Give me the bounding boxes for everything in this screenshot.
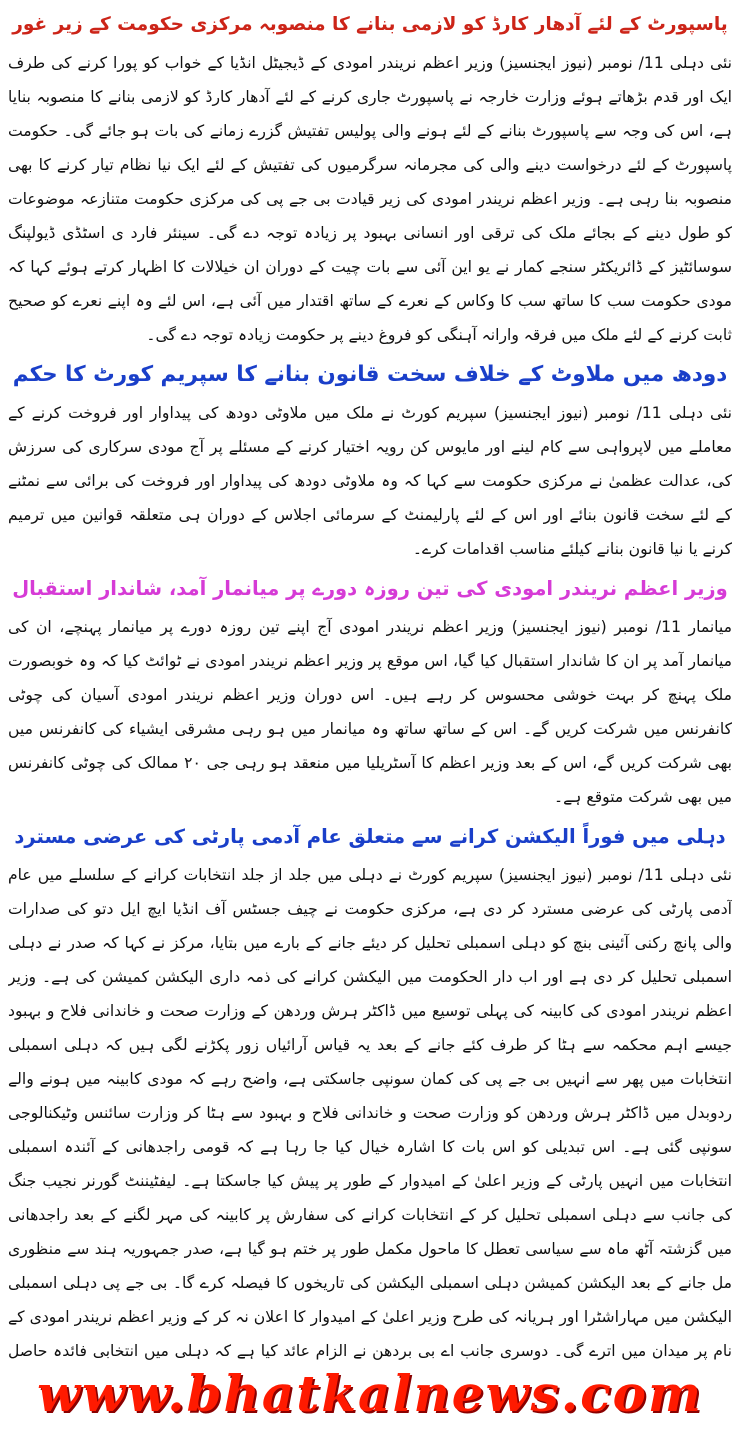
article-body-passport-aadhaar: نئی دہلی 11/ نومبر (نیوز ایجنسیز) وزیر اعظم نریندر امودی کے ڈیجیٹل انڈیا کے خواب کو پورا کرنے کی طرف ایک اور قدم بڑھاتے ہوئے وزارت خارجہ نے پاسپورٹ جاری کرنے کے لئے آدھار کارڈ کو لازمی بنانے کا منصوبہ بنایا ہے، اس کی وجہ سے پاسپورٹ بنانے کے لئے ہونے والی پولیس تفتیش گزرے زمانے کی بات ہو جائے گی۔ حکومت پاسپورٹ کے لئے درخواست دینے والی کی مجرمانہ سرگرمیوں کی تفتیش کے لئے ایک نیا نظام تیار کرنے کا بھی منصوبہ بنا رہی ہے۔ وزیر اعظم نریندر امودی کی زیر قیادت بی جے پی کی مرکزی حکومت متنازعہ موضوعات کو طول دینے کے بجائے ملک کی ترقی اور انسانی بہبود پر زیادہ توجہ دے گی۔ سینئر فارد ی اسٹڈی ڈیولپنگ سوسائٹیز کے ڈائریکٹر سنجے کمار نے یو این آئی سے بات چیت کے دوران ان خیلالات کا اظہار کرتے ہوئے کہا کہ مودی حکومت سب کا ساتھ سب کا وکاس کے نعرے کے ساتھ اقتدار میں آئی ہے، اس لئے وہ اپنے نعرے کو صحیح ثابت کرنے کے لئے ملک میں فرقہ وارانہ آہنگی کو فروغ دینے پر حکومت زیادہ توجہ دے گی۔ bbox=[8, 54, 732, 344]
headline-delhi-election: دہلی میں فوراً الیکشن کرانے سے متعلق عام آدمی پارٹی کی عرضی مسترد bbox=[14, 825, 726, 848]
article-modi-myanmar bbox=[8, 568, 732, 816]
footer-site-url: www.bhatkalnews.com bbox=[37, 1364, 703, 1423]
article-milk-adulteration bbox=[8, 354, 732, 568]
article-passport-aadhaar bbox=[8, 4, 732, 354]
article-delhi-election bbox=[8, 816, 732, 1370]
headline-milk-adulteration: دودھ میں ملاوٹ کے خلاف سخت قانون بنانے کا سپریم کورٹ کا حکم bbox=[12, 362, 728, 387]
article-body-modi-myanmar: میانمار 11/ نومبر (نیوز ایجنسیز) وزیر اعظم نریندر امودی آج اپنے تین روزہ دورے پر میانمار پہنچے، ان کی میانمار آمد پر ان کا شاندار استقبال کیا گیا، اس موقع پر وزیر اعظم نریندر امودی نے ٹوائٹ کیا کہ وہ خوبصورت ملک پہنچ کر بہت خوشی محسوس کر رہے ہیں۔ اس دوران وزیر اعظم نریندر امودی آسیان کی چوٹی کانفرنس میں شرکت کریں گے۔ اس کے ساتھ ساتھ وہ میانمار میں ہو رہی مشرقی ایشیاء کی کانفرنس میں بھی شرکت کریں گے، اس کے بعد وزیر اعظم کا آسٹریلیا میں منعقد ہو رہی جی ۲۰ ممالک کی چوٹی کانفرنس میں بھی شرکت متوقع ہے۔ bbox=[8, 618, 732, 806]
article-body-delhi-election: نئی دہلی 11/ نومبر (نیوز ایجنسیز) سپریم کورٹ نے دہلی میں جلد از جلد انتخابات کرانے کے سلسلے میں عام آدمی پارٹی کی عرضی مسترد کر دی ہے، مرکزی حکومت نے چیف جسٹس آف انڈیا ایچ ایل دتو کی صدارات والی پانچ رکنی آئینی بنچ کو دہلی اسمبلی تحلیل کر دیئے جانے کے بارے میں بتایا، مرکز نے کہا کہ صدر نے دہلی اسمبلی تحلیل کر دی ہے اور اب دار الحکومت میں الیکشن کرانے کی ذمہ داری الیکشن کمیشن کی ہے۔ وزیر اعظم نریندر امودی کی کابینہ کی پہلی توسیع میں ڈاکٹر ہرش وردھن کے وزارت صحت و خاندانی فلاح و بہبود جیسے اہم محکمہ سے ہٹا کر طرف کئے جانے کے بعد یہ قیاس آرائیاں زور پکڑنے لگی ہیں کہ دہلی اسمبلی انتخابات میں پھر سے انہیں بی جے پی کی کمان سونپی جاسکتی ہے، واضح رہے کہ مودی کابینہ میں ہونے والے ردوبدل میں ڈاکٹر ہرش وردھن کو وزارت صحت و خاندانی فلاح و بہبود سے ہٹا کر وزارت سائنس وٹیکنالوجی سونپی گئی ہے۔ اس تبدیلی کو اس بات کا اشارہ خیال کیا جا رہا ہے کہ قومی راجدھانی کے آئندہ اسمبلی انتخابات میں انہیں پارٹی کے وزیر اعلیٰ کے امیدوار کے طور پر پیش کیا جاسکتا ہے۔ لیفٹیننٹ گورنر نجیب جنگ کی جانب سے دہلی اسمبلی تحلیل کر کے انتخابات کرانے کی سفارش پر کابینہ کی مہر لگنے کے بعد راجدھانی میں گزشتہ آٹھ ماہ سے سیاسی تعطل کا ماحول مکمل طور پر ختم ہو گیا ہے، صدر جمہوریہ ہند سے منظوری مل جانے کے بعد الیکشن کمیشن دہلی اسمبلی الیکشن کی تاریخوں کا فیصلہ کرے گا۔ بی جے پی دہلی اسمبلی الیکشن میں مہاراشٹرا اور ہریانہ کی طرح وزیر اعلیٰ کے امیدوار کا اعلان نہ کر کے وزیر اعظم نریندر امودی کے نام پر میدان میں اترے گی۔ دوسری جانب اے بی بردھن نے الزام عائد کیا ہے کہ دہلی میں انتخابی فائدہ حاصل bbox=[8, 866, 732, 1360]
headline-modi-myanmar: وزیر اعظم نریندر امودی کی تین روزہ دورے پر میانمار آمد، شاندار استقبال bbox=[12, 577, 728, 600]
headline-passport-aadhaar: پاسپورٹ کے لئے آدھار کارڈ کو لازمی بنانے کا منصوبہ مرکزی حکومت کے زیر غور bbox=[12, 14, 728, 35]
article-body-milk-adulteration: نئی دہلی 11/ نومبر (نیوز ایجنسیز) سپریم کورٹ نے ملک میں ملاوٹی دودھ کی پیداوار اور فروخت کرنے کے معاملے میں لاپرواہی سے کام لینے اور مایوس کن رویہ اختیار کرنے کے مسئلے پر آج مودی سرکاری کی سرزش کی، عدالت عظمیٰ نے مرکزی حکومت سے کہا کہ وہ ملاوٹی دودھ کی پیداوار اور فروخت کی برائی سے نمٹنے کے لئے سخت قانون بنائے اور اس کے لئے پارلیمنٹ کے سرمائی اجلاس کے دوران ہی متعلقہ قوانین میں ترمیم کرنے یا نیا قانون بنانے کیلئے مناسب اقدامات کرے۔ bbox=[8, 404, 732, 558]
